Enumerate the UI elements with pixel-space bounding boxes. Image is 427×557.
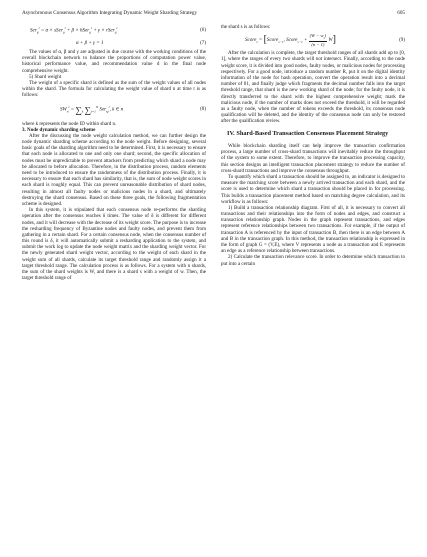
eq9-number: (9) <box>399 37 405 44</box>
eq6-mid1: + β × hSer <box>65 27 90 34</box>
section-heading <box>221 130 405 138</box>
eq9-frac-num: (W − w <box>309 33 324 39</box>
right-bracket: ] <box>332 34 336 46</box>
paragraph: After the discussing the node weight calculation method, we can further design the node dynamic sharding scheme according to the node weight. Before designing, several basic goals of the sharding algorithm need to be determined. First, it is necessary to ensure that each node is allocated to one and only one shard; second, the specific allocation of nodes must be unpredictable to prevent attackers from predicting which shard a node may be allocated to before allocation. Therefore, in the distribution process, random elements need to be introduced to ensure the randomness of the distribution process. Finally, it is necessary to ensure that each shard has similarity, that is, the sum of node weight scores in each shard is roughly equal. This can prevent unreasonable distribution of shard nodes, resulting in almost all faulty nodes or malicious nodes in a shard, and ultimately destroying the shard consensus. Based on these three goals, the following fragmentation scheme is designed. <box>22 132 206 207</box>
equation-8: $SW_n^t = \sum_k$ $\sum_{j=1}^N$ Ser$_{kj}^t$, k ∈ n (8) <box>60 104 206 115</box>
paragraph: After the calculation is complete, the target threshold ranges of all shards add up to [0, 1], where the ranges of every two shards will not intersect. Finally, according to the node weight score, it is divided into good nodes, faulty nodes, or malicious nodes for processing respectively. For a good node, introduce a random number R, put it on the digital identity information of the node for hash operation, convert the operation result into a decimal number of 01, and finally judge which fragments the decimal number falls into the target threshold range, that shard is the new working shard of the node; for the faulty node, it is directly transferred to the shard with the highest comprehensive weight; mark the malicious node, if the number of marks does not exceed the threshold, it will be regarded as a faulty node, when the number of tokens exceeds the threshold, its consensus node qualification will be deleted, and the identity of the consensus node can only be restored after the qualification review. <box>221 50 405 125</box>
right-column <box>221 24 405 267</box>
paragraph: the shard s is as follows: <box>221 24 271 30</box>
eq8-cond: , k ∈ n <box>109 106 124 113</box>
eq6-rhs: = α × sSer <box>40 27 63 34</box>
eq7-body: α + β + γ = 1 <box>76 39 104 46</box>
sum-symbol-k: ∑ <box>75 104 82 115</box>
section-number: IV. <box>227 130 235 138</box>
paragraph: 2) Calculate the transaction relevance score. In order to determine which transaction to put into a certain <box>221 254 405 267</box>
running-title: Asynchronous Consensus Algorithm Integrating Dynamic Weight Sharding Strategy <box>22 10 198 16</box>
eq7-number: (7) <box>200 39 206 46</box>
eq8-lhs: SW <box>60 106 67 113</box>
left-column <box>22 24 206 281</box>
subsection-heading: 5) Shard weight <box>29 73 62 80</box>
eq9-a: Score <box>266 37 279 44</box>
paragraph: In this system, it is stipulated that each consensus node re-performs the sharding operation after the consensus reaches δ times. The value of δ is different for different nodes, and it will decrease with the decrease of its weight score. The purpose is to increase the resharding frequency of Byzantine nodes and faulty nodes, and prevent them from gathering in a certain shard. For a certain consensus node, when the consensus number of this round is δ, it will automatically submit a resharding application to the system, and submit the work log to update the node weight matrix and the sharding weight vector. For the newly generated shard weight vector, according to the weight of each shard in the weight sum of all shards, calculate its target threshold range and randomly assign it a target threshold range. The calculation process is as follows. For a system with n shards, the sum of the shard weights is W, and there is a shard s with a weight of w. Then, the target threshold range of <box>22 207 206 282</box>
eq8-number: (8) <box>200 106 206 113</box>
equation-6: Ser$_{ij}^t$ = α × sSer$_{ij}^t$ + β × hSer$_{ij}^t$ + γ × rSer$_{ij}^t$ (6) <box>30 26 206 35</box>
eq6-mid2: + γ × rSer <box>92 27 115 34</box>
equation-9: Score$_s$ = [Score$_{s-1}$, Score$_{s-1}$ + $\frac{(W - w_s)}{(n - 1)}$ W] (9) <box>245 33 405 48</box>
sum-symbol-j: ∑ <box>84 104 91 115</box>
eq9-tail: W <box>328 37 333 44</box>
left-bracket: [ <box>263 34 267 46</box>
running-header <box>22 8 405 18</box>
paragraph: The values of α, β and γ are adjusted in due course with the working conditions of the overall blockchain network to balance the proportions of computation power value, historical performance value, and recommendation value d in the final node comprehensive weight. <box>22 49 206 74</box>
eq6-number: (6) <box>200 27 206 34</box>
paragraph: While blockchain sharding itself can help improve the transaction confirmation process, a large number of cross-shard transactions will inevitably reduce the throughput of the system to some extent. Therefore, to improve the transaction processing capacity, this section designs an intelligent transaction placement strategy to reduce the number of cross-shard transactions and improve the consensus throughput. <box>221 143 405 174</box>
paragraph: where k represents the node ID within shard n. <box>22 120 117 127</box>
paragraph: The weight of a specific shard is defined as the sum of the weight values of all nodes within the shard. The formula for calculating the weight value of shard n at time t is as follows: <box>22 79 206 99</box>
section-title: Shard-Based Transaction Consensus Placement Strategy <box>236 130 389 138</box>
paragraph: 1) Build a transaction relationship diagram. First of all, it is necessary to convert all transactions and their relationships into the form of nodes and edges, and construct a transaction relationship graph. Nodes in the graph represent transactions, and edges represent reference relationships between two transactions. For example, if the output of transaction A is referenced by the input of transaction B, then there is an edge between A and B in the transaction graph. In this method, the transaction relationship is expressed in the form of graph G = (V,E), where V represents a node as a transaction and E represents an edge as a reference relationship between transactions. <box>221 204 405 255</box>
equation-7 <box>22 40 206 46</box>
paragraph: To quantify which shard a transaction should be assigned to, an indicator is designed to measure the matching score between a newly arrived transaction and each shard, and the score is used to determine which shard a transaction should be placed in for processing. This builds a transaction placement method based on matching degree calculation, and its workflow is as follows: <box>221 173 405 205</box>
eq8-rhs: Ser <box>99 106 107 113</box>
subsection-heading: 3. Node dynamic sharding scheme <box>22 126 96 133</box>
eq9-frac-den: (n − 1) <box>311 42 325 48</box>
page-number: 605 <box>397 10 405 16</box>
eq6-lhs: Ser <box>30 27 37 34</box>
eq9-fraction: $\frac{(W - w_s)}{(n - 1)}$ <box>309 33 327 48</box>
eq9-b: , Score <box>283 37 298 44</box>
eq9-lhs: Score <box>245 37 257 44</box>
